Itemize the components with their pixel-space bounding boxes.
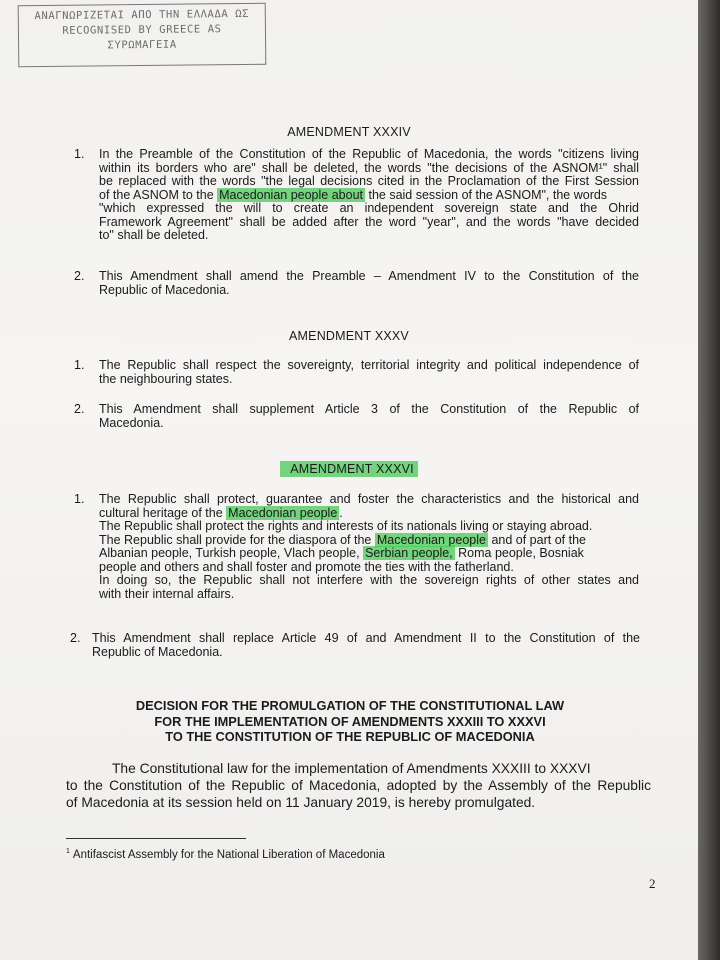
text-line: the neighbouring states. (99, 371, 233, 386)
item-text (99, 403, 639, 430)
item-number: 1. (74, 147, 85, 161)
text-segment: Roma people, Bosniak (454, 546, 584, 560)
text-line: within its borders who are" shall be deleted, the words "the decisions of the ASNOM¹" shall (99, 160, 639, 175)
amendment-36-heading (0, 462, 698, 476)
text-line (99, 507, 639, 521)
text-line: This Amendment shall amend the Preamble – Amendment IV to the Constitution of the (99, 269, 639, 283)
decision-title-line: FOR THE IMPLEMENTATION OF AMENDMENTS XXXIII TO XXXVI (154, 713, 546, 729)
footnote-marker: 1 (66, 848, 70, 855)
item-number: 1. (74, 358, 85, 372)
text-segment: and of part of the (487, 532, 586, 547)
text-line: to" shall be deleted. (99, 228, 209, 242)
text-segment: the said session of the ASNOM", the words (365, 187, 608, 202)
text-line: This Amendment shall replace Article 49 of and Amendment II to the Constitution of the (92, 631, 640, 645)
text-segment: of the ASNOM to the (99, 187, 218, 202)
text-line: Republic of Macedonia. (99, 282, 230, 297)
decision-body (66, 760, 651, 811)
text-line: be replaced with the words "the legal decisions cited in the Proclamation of the First Session (99, 174, 639, 188)
text-line: This Amendment shall supplement Article 3 of the Constitution of the Republic of (99, 402, 639, 416)
stamp-line-greek: ΑΝΑΓΝΩΡΙΖΕΤΑΙ ΑΠΟ ΤΗΝ ΕΛΛΑΔΑ ΩΣ (34, 7, 250, 23)
footnote (66, 848, 385, 861)
text-line (99, 534, 639, 548)
decision-title (100, 698, 600, 745)
text-line: of Macedonia at its session held on 11 January 2019, is hereby promulgated. (66, 795, 536, 810)
highlighted-text: Macedonian people (228, 505, 338, 520)
text-line: Republic of Macedonia. (92, 644, 223, 659)
highlighted-text: Macedonian people about (219, 187, 363, 202)
page-number: 2 (649, 876, 656, 891)
item-number: 1. (74, 492, 85, 506)
text-line: In the Preamble of the Constitution of the Republic of Macedonia, the words "citizens living (99, 147, 639, 161)
amendment-35-heading: AMENDMENT XXXV (289, 329, 409, 343)
text-line: The Republic shall protect, guarantee and foster the characteristics and the historical and (99, 492, 639, 506)
text-segment: Albanian people, Turkish people, Vlach people, (99, 546, 364, 560)
decision-title-line: DECISION FOR THE PROMULGATION OF THE CONSTITUTIONAL LAW (135, 698, 565, 713)
text-segment: . (339, 505, 343, 520)
text-line: The Republic shall protect the rights and interests of its nationals living or staying abroad. (99, 519, 593, 533)
text-segment: cultural heritage of the (99, 505, 227, 520)
stamp-line-english: RECOGNISED BY GREECE AS (62, 23, 222, 37)
text-line: The Constitutional law for the implementation of Amendments XXXIII to XXXVI (112, 761, 591, 776)
item-text (99, 148, 639, 243)
text-line: people and others and shall foster and promote the ties with the fatherland. (99, 559, 514, 574)
text-line: In doing so, the Republic shall not interfere with the sovereign rights of other states and (99, 573, 639, 587)
item-number: 2. (74, 269, 85, 283)
highlighted-text: Serbian people, (365, 546, 453, 560)
recognition-stamp (18, 3, 267, 68)
text-line (99, 189, 639, 203)
text-line: Framework Agreement" shall be added after the word "year", and the words "have decided (99, 214, 639, 229)
item-text (99, 359, 639, 386)
item-text (99, 493, 639, 601)
text-line: with their internal affairs. (99, 586, 235, 601)
text-line: The Republic shall respect the sovereignty, territorial integrity and political independence of (99, 358, 639, 372)
text-line: to the Constitution of the Republic of Macedonia, adopted by the Assembly of the Republic (66, 778, 651, 793)
item-number: 2. (74, 402, 85, 416)
page-edge-shadow (698, 0, 720, 960)
footnote-divider (66, 838, 246, 839)
footnote-text: Antifascist Assembly for the National Liberation of Macedonia (72, 848, 385, 861)
item-number: 2. (70, 631, 81, 645)
stamp-line-greek-2: ΣΥΡΩΜΑΓΕΙΑ (107, 38, 177, 52)
item-text (99, 270, 639, 297)
text-line: Macedonia. (99, 415, 164, 430)
highlighted-text: Macedonian people (376, 532, 486, 547)
text-line (99, 547, 639, 561)
text-segment: The Republic shall provide for the diaspora of the (99, 532, 375, 547)
decision-title-line: TO THE CONSTITUTION OF THE REPUBLIC OF MACEDONIA (165, 729, 535, 744)
item-text (92, 632, 640, 659)
amendment-34-heading: AMENDMENT XXXIV (287, 125, 411, 139)
text-line: "which expressed the will to create an independent sovereign state and the Ohrid (99, 201, 639, 215)
highlighted-heading: AMENDMENT XXXVI (280, 461, 418, 477)
